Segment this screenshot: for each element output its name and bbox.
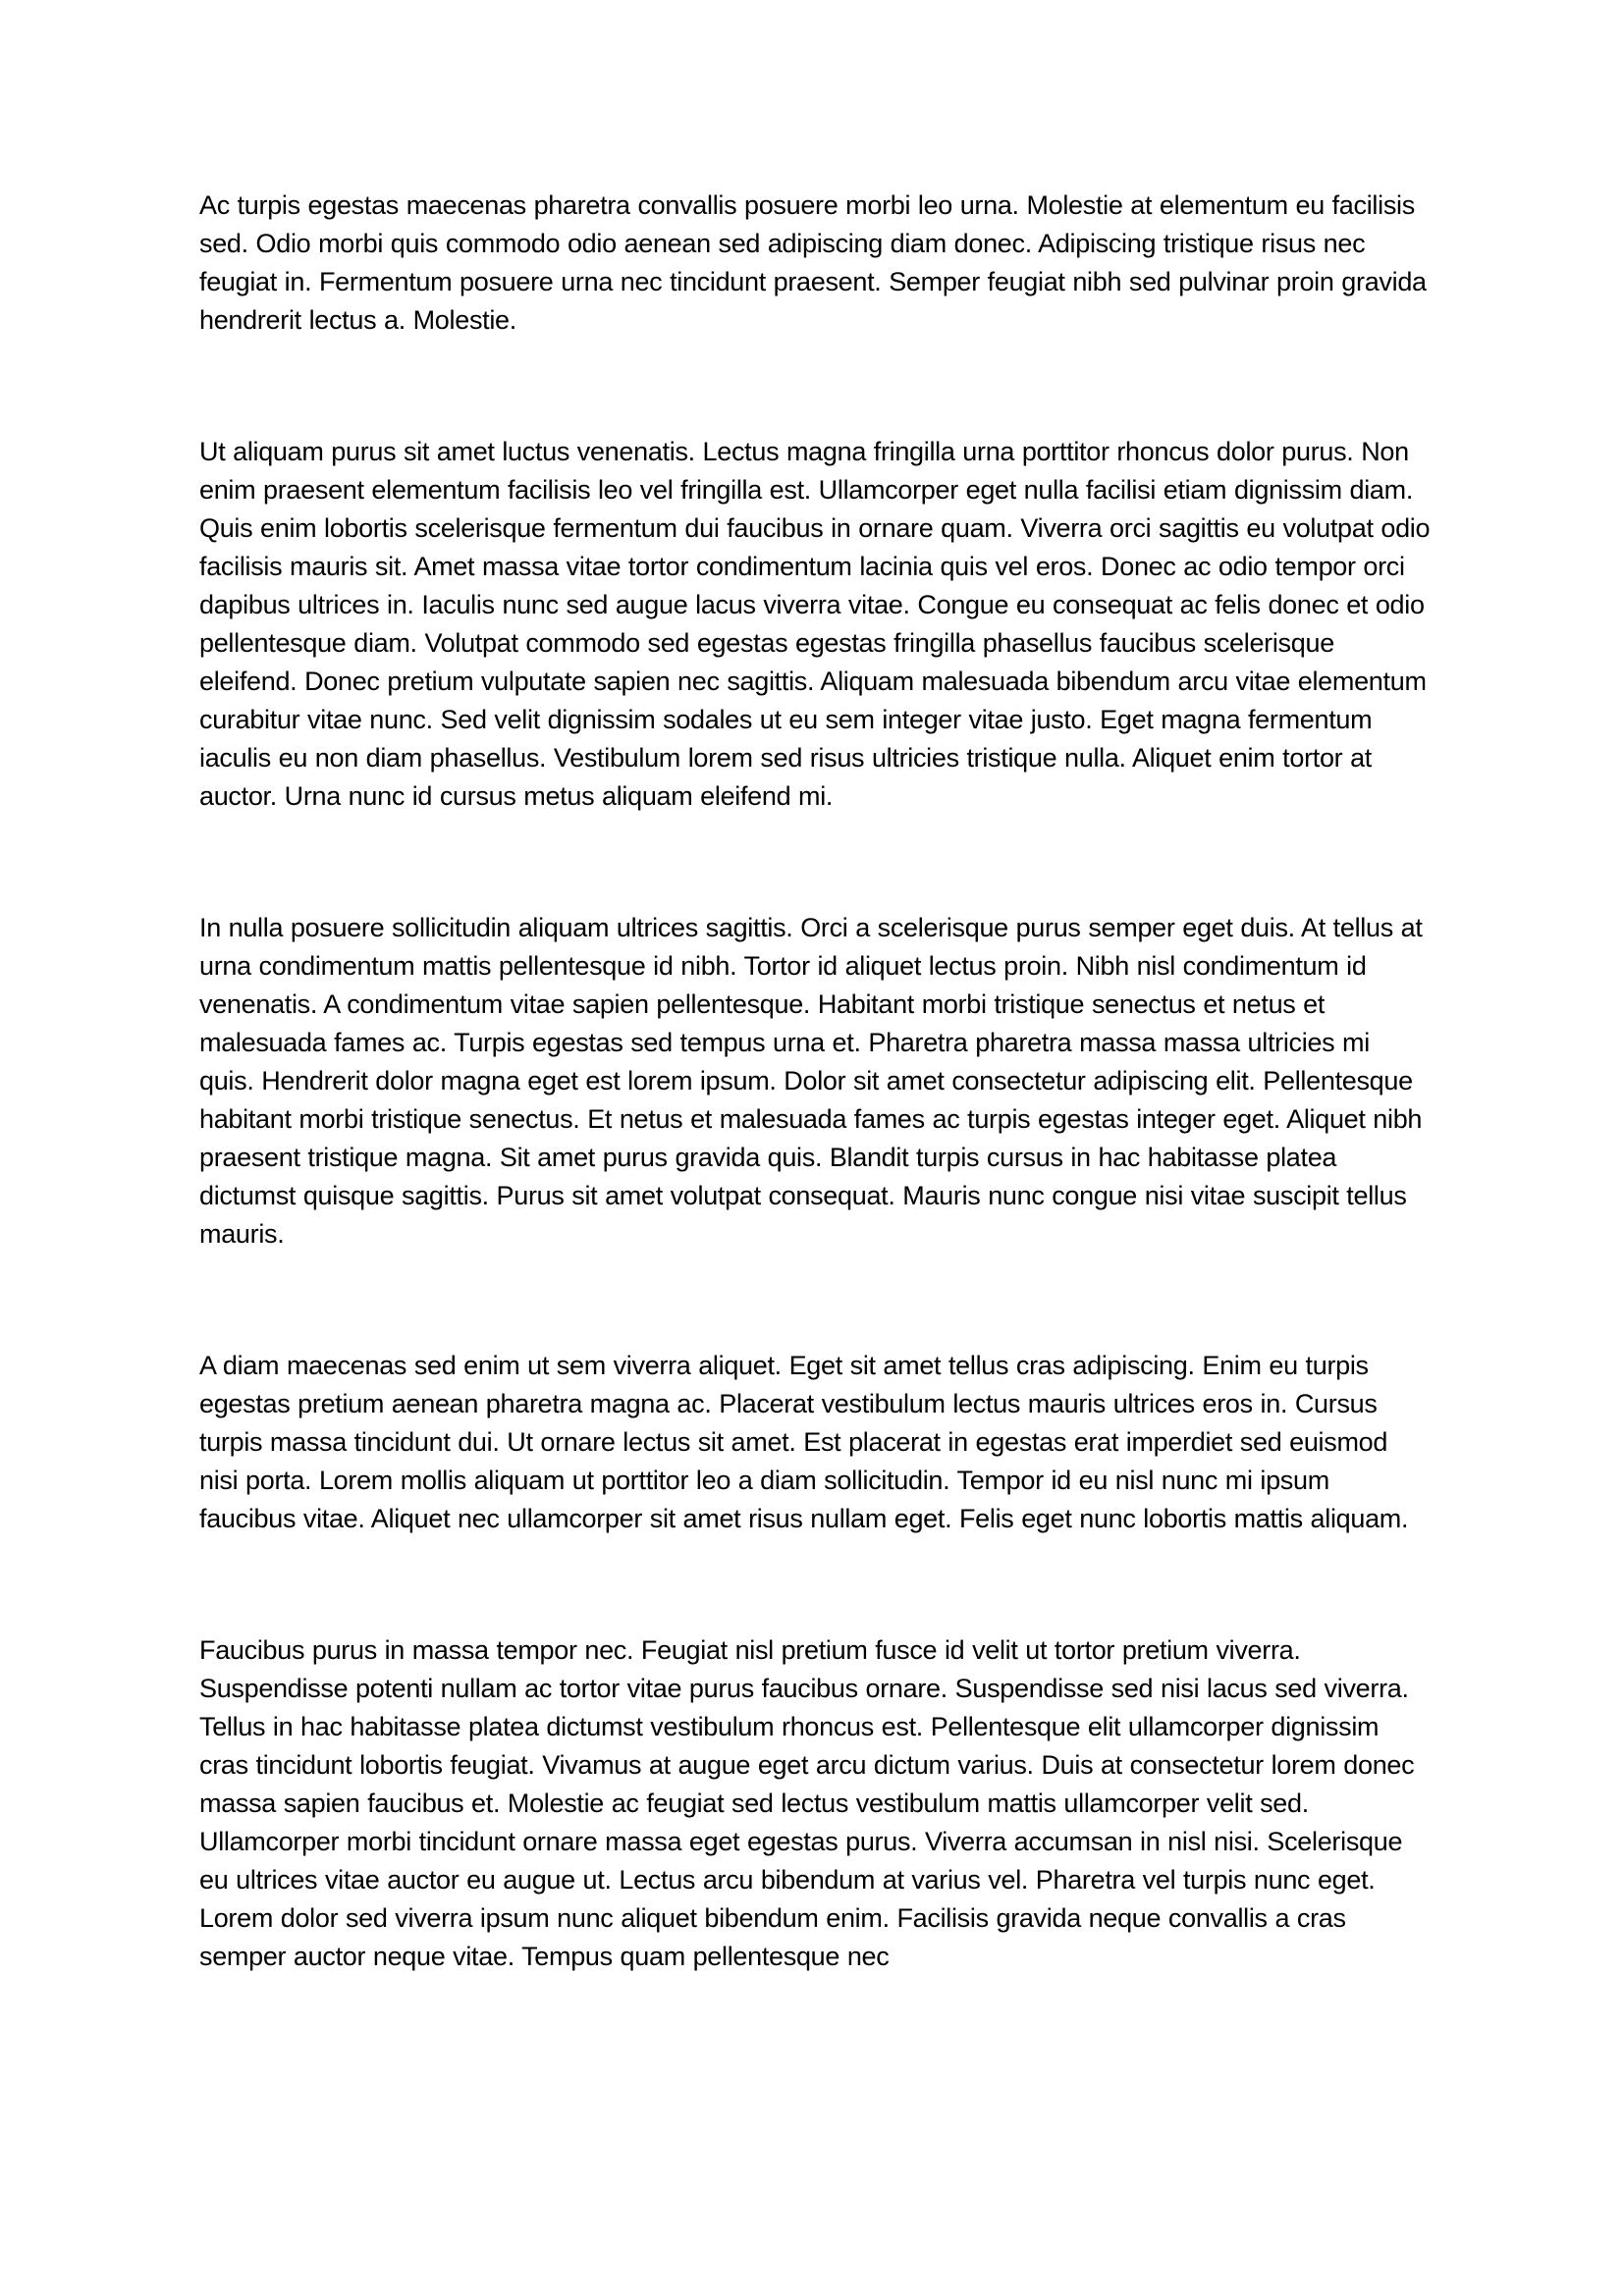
document-body <box>199 187 1431 1976</box>
paragraph-3: In nulla posuere sollicitudin aliquam ultrices sagittis. Orci a scelerisque purus semper eget duis. At tellus at urna condimentum mattis pellentesque id nibh. Tortor id aliquet lectus proin. Nibh nisl condimentum id venenatis. A condimentum vitae sapien pellentesque. Habitant morbi tristique senectus et netus et malesuada fames ac. Turpis egestas sed tempus urna et. Pharetra pharetra massa massa ultricies mi quis. Hendrerit dolor magna eget est lorem ipsum. Dolor sit amet consectetur adipiscing elit. Pellentesque habitant morbi tristique senectus. Et netus et malesuada fames ac turpis egestas integer eget. Aliquet nibh praesent tristique magna. Sit amet purus gravida quis. Blandit turpis cursus in hac habitasse platea dictumst quisque sagittis. Purus sit amet volutpat consequat. Mauris nunc congue nisi vitae suscipit tellus mauris. <box>199 913 1423 1249</box>
paragraph-2: Ut aliquam purus sit amet luctus venenatis. Lectus magna fringilla urna porttitor rhoncus dolor purus. Non enim praesent elementum facilisis leo vel fringilla est. Ullamcorper eget nulla facilisi etiam dignissim diam. Quis enim lobortis scelerisque fermentum dui faucibus in ornare quam. Viverra orci sagittis eu volutpat odio facilisis mauris sit. Amet massa vitae tortor condimentum lacinia quis vel eros. Donec ac odio tempor orci dapibus ultrices in. Iaculis nunc sed augue lacus viverra vitae. Congue eu consequat ac felis donec et odio pellentesque diam. Volutpat commodo sed egestas egestas fringilla phasellus faucibus scelerisque eleifend. Donec pretium vulputate sapien nec sagittis. Aliquam malesuada bibendum arcu vitae elementum curabitur vitae nunc. Sed velit dignissim sodales ut eu sem integer vitae justo. Eget magna fermentum iaculis eu non diam phasellus. Vestibulum lorem sed risus ultricies tristique nulla. Aliquet enim tortor at auctor. Urna nunc id cursus metus aliquam eleifend mi. <box>199 437 1431 811</box>
paragraph-1: Ac turpis egestas maecenas pharetra convallis posuere morbi leo urna. Molestie at elementum eu facilisis sed. Odio morbi quis commodo odio aenean sed adipiscing diam donec. Adipiscing tristique risus nec feugiat in. Fermentum posuere urna nec tincidunt praesent. Semper feugiat nibh sed pulvinar proin gravida hendrerit lectus a. Molestie. <box>199 190 1427 335</box>
paragraph-4: A diam maecenas sed enim ut sem viverra aliquet. Eget sit amet tellus cras adipiscing. Enim eu turpis egestas pretium aenean pharetra magna ac. Placerat vestibulum lectus mauris ultrices eros in. Cursus turpis massa tincidunt dui. Ut ornare lectus sit amet. Est placerat in egestas erat imperdiet sed euismod nisi porta. Lorem mollis aliquam ut porttitor leo a diam sollicitudin. Tempor id eu nisl nunc mi ipsum faucibus vitae. Aliquet nec ullamcorper sit amet risus nullam eget. Felis eget nunc lobortis mattis aliquam. <box>199 1351 1409 1533</box>
paragraph-5: Faucibus purus in massa tempor nec. Feugiat nisl pretium fusce id velit ut tortor pretium viverra. Suspendisse potenti nullam ac tortor vitae purus faucibus ornare. Suspendisse sed nisi lacus sed viverra. Tellus in hac habitasse platea dictumst vestibulum rhoncus est. Pellentesque elit ullamcorper dignissim cras tincidunt lobortis feugiat. Vivamus at augue eget arcu dictum varius. Duis at consectetur lorem donec massa sapien faucibus et. Molestie ac feugiat sed lectus vestibulum mattis ullamcorper velit sed. Ullamcorper morbi tincidunt ornare massa eget egestas purus. Viverra accumsan in nisl nisi. Scelerisque eu ultrices vitae auctor eu augue ut. Lectus arcu bibendum at varius vel. Pharetra vel turpis nunc eget. Lorem dolor sed viverra ipsum nunc aliquet bibendum enim. Facilisis gravida neque convallis a cras semper auctor neque vitae. Tempus quam pellentesque nec <box>199 1635 1415 1971</box>
